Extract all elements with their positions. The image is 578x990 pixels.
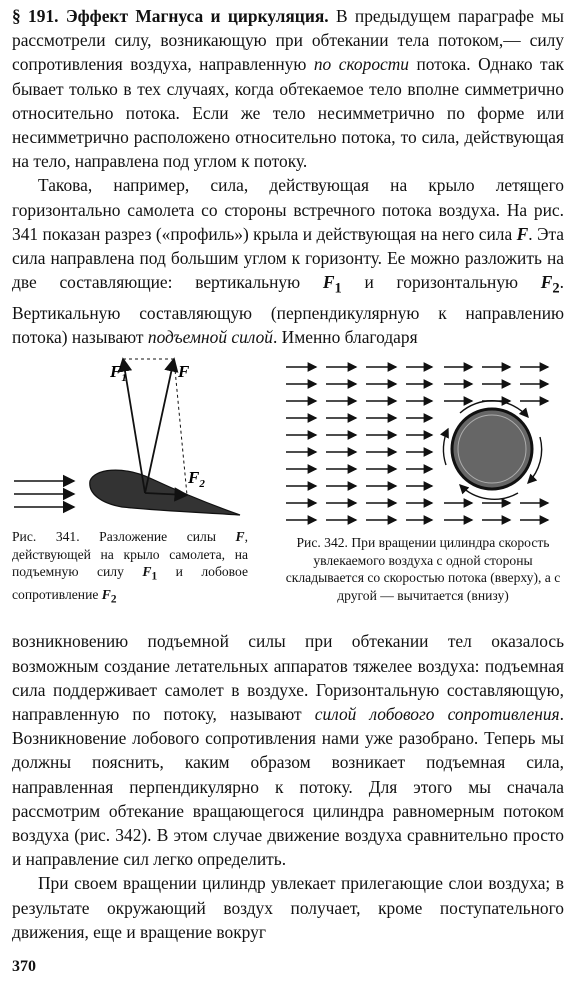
cylinder [452, 409, 532, 489]
label-F1: $F_1$ [110, 362, 127, 385]
flow-arrows [14, 481, 74, 507]
figures-row [12, 353, 564, 629]
wing-force-diagram [12, 353, 252, 523]
rotating-cylinder-diagram [282, 353, 564, 529]
figure-342 [282, 353, 564, 604]
section-heading: § 191. Эффект Магнуса и циркуляция. [12, 6, 329, 26]
figure-341 [12, 353, 252, 609]
vector-F [145, 359, 174, 493]
label-F2: $F_2$ [188, 468, 205, 491]
paragraph-3: возникновению подъемной силы при обтекании тел оказалось возможным создание летательных аппаратов тяжелее воздуха: подъемная сила поддерживает самолет в воздухе. Горизонтальную составляющую, направленную по потоку, называют силой лобового сопротивления. Возникновение лобового сопротивления нами уже разобрано. Теперь мы должны пояснить, каким образом возникает подъемная сила, направленная перпендикулярно к потоку. Для этого мы сначала рассмотрим обтекание вращающегося цилиндра равномерным потоком воздуха (рис. 342). В этом случае движение воздуха сравнительно просто и направление сил легко определить. [12, 631, 564, 870]
figure-341-caption: Рис. 341. Разложение силы F, действующей на крыло самолета, на подъемную силу $F_1$ и лобовое сопротивление $F_2$ [12, 529, 248, 606]
page-content [12, 4, 564, 944]
figure-342-caption: Рис. 342. При вращении цилиндра скорость увлекаемого воздуха с одной стороны складывается со скоростью потока (вверху), а с другой — вычитается (внизу) [285, 535, 561, 603]
label-F: F [178, 362, 190, 382]
wing-profile [90, 470, 240, 515]
page-number: 370 [12, 958, 36, 975]
paragraph-4: При своем вращении цилиндр увлекает прилегающие слои воздуха; в результате окружающий воздух получает, кроме поступательного движения, еще и вращение вокруг [12, 873, 564, 942]
paragraph-2: Такова, например, сила, действующая на крыло летящего горизонтально самолета со стороны встречного потока воздуха. На рис. 341 показан разрез («профиль») крыла и действующая на него сила F. Эта сила направлена под большим углом к горизонту. Ее можно разложить на две составляющие: вертикальную $F_1$ и горизонтальную $F_2$. Вертикальную составляющую (перпендикулярную к направлению потока) называют подъемной силой. Именно благодаря [12, 175, 564, 348]
paragraph-1: § 191. Эффект Магнуса и циркуляция. В предыдущем параграфе мы рассмотрели силу, возникающую при обтекании тела потоком,— силу сопротивления воздуха, направленную по скорости потока. Однако так бывает только в тех случаях, когда обтекаемое тело вполне симметрично относительно потока. Если же тело несимметрично по форме или несимметрично расположено относительно потока, то сила, действующая на тело, направлена под углом к потоку. [12, 6, 564, 172]
